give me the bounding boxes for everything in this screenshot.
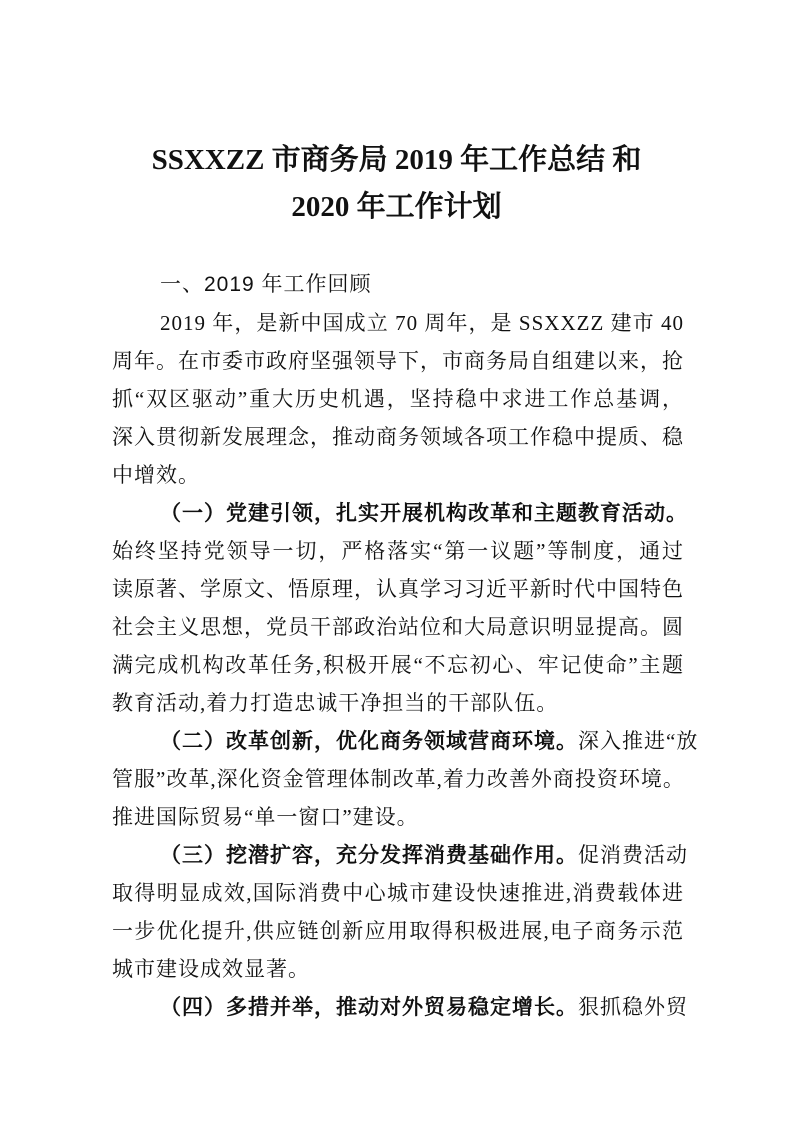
- item-heading: （一）党建引领，扎实开展机构改革和主题教育活动。: [160, 501, 688, 525]
- paragraph-line: 抓“双区驱动”重大历史机遇，坚持稳中求进工作总基调，: [112, 387, 684, 411]
- paragraph-line: 中增效。: [112, 463, 200, 487]
- paragraph-line: 取得明显成效,国际消费中心城市建设快速推进,消费载体进: [112, 881, 684, 905]
- item-text: 深入推进“放: [578, 729, 699, 753]
- paragraph-line: 一步优化提升,供应链创新应用取得积极进展,电子商务示范: [112, 919, 684, 943]
- paragraph-line: 教育活动,着力打造忠诚干净担当的干部队伍。: [112, 691, 559, 715]
- paragraph-line: 始终坚持党领导一切，严格落实“第一议题”等制度，通过: [112, 539, 684, 563]
- paragraph-line: 读原著、学原文、悟原理，认真学习习近平新时代中国特色: [112, 577, 684, 601]
- paragraph-line: 满完成机构改革任务,积极开展“不忘初心、牢记使命”主题: [112, 653, 684, 677]
- item-heading: （三）挖潜扩容，充分发挥消费基础作用。: [160, 843, 578, 867]
- paragraph-line: 推进国际贸易“单一窗口”建设。: [112, 805, 419, 829]
- item-heading: （四）多措并举，推动对外贸易稳定增长。: [160, 995, 578, 1019]
- paragraph-first-line: [160, 840, 688, 870]
- item-text: 促消费活动: [578, 843, 688, 867]
- paragraph-first-line: [160, 992, 688, 1022]
- paragraph-line: 社会主义思想，党员干部政治站位和大局意识明显提高。圆: [112, 615, 684, 639]
- paragraph-line: 城市建设成效显著。: [112, 957, 310, 981]
- item-heading: （二）改革创新，优化商务领域营商环境。: [160, 729, 578, 753]
- paragraph-first-line: [160, 726, 699, 756]
- item-text: 狠抓稳外贸: [578, 995, 688, 1019]
- paragraph-line: 2019 年，是新中国成立 70 周年，是 SSXXZZ 建市 40: [160, 311, 684, 335]
- title-line-2: 2020 年工作计划: [291, 191, 502, 223]
- paragraph-line: 管服”改革,深化资金管理体制改革,着力改善外商投资环境。: [112, 767, 685, 791]
- paragraph-line: 深入贯彻新发展理念，推动商务领域各项工作稳中提质、稳: [112, 425, 684, 449]
- title-line-1: SSXXZZ 市商务局 2019 年工作总结 和: [151, 144, 642, 176]
- section-heading: 一、2019 年工作回顾: [160, 273, 372, 296]
- paragraph-line: 周年。在市委市政府坚强领导下，市商务局自组建以来，抢: [112, 349, 684, 373]
